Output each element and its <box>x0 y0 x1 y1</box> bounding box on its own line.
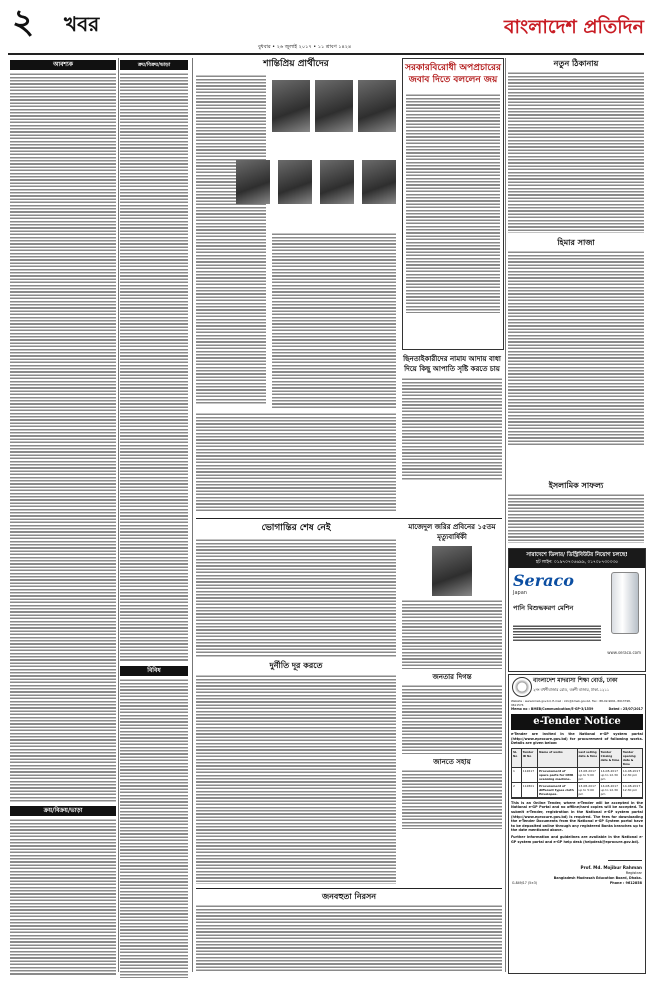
column-rule <box>505 58 506 972</box>
article-text-top-center <box>272 232 396 408</box>
govt-seal <box>512 677 532 697</box>
table-row <box>512 768 643 783</box>
header-rule <box>8 53 644 55</box>
article-center-mid <box>402 354 502 514</box>
masthead-logo-text: বাংলাদেশ প্রতিদিন <box>503 16 644 38</box>
column-rule <box>118 58 119 972</box>
article-headline-bottom-strip: জনবহুতা নিরসন <box>321 891 377 901</box>
portrait-photo <box>236 160 270 204</box>
article-text-top-left <box>196 74 266 404</box>
classified-section-header-misc: বিবিধ <box>120 666 188 676</box>
tender-title: e-Tender Notice <box>511 714 643 730</box>
ad-small-text <box>513 624 601 642</box>
tender-cell: Procurement of spare parts for OMR scanning machine. <box>538 768 577 782</box>
tender-cell: 14-08-2017 up to 12.30 pm <box>600 768 622 782</box>
tender-date: Dated : 25/07/2017 <box>608 707 643 711</box>
article-text-right-top <box>508 71 644 233</box>
page-number: ২ <box>12 2 35 42</box>
tender-col-sell: Last selling date & time <box>578 749 600 767</box>
portrait-group-2 <box>230 160 396 230</box>
classified-text-block <box>10 72 116 802</box>
tender-website: Website : www.bmeb.gov.bd, E-mail : info@bmeb.gov.bd, Fax : 88-02-9661, 8613798, 9611576 <box>511 699 631 707</box>
article-headline-top: শান্তিপ্রিয় প্রার্থীদের <box>263 59 329 69</box>
portrait-photo <box>320 160 354 204</box>
tender-cell: 2 <box>512 783 522 797</box>
article-text-bottom-strip <box>196 904 502 972</box>
article-headline-bottom-right: মাজেদুল জরির প্রবিনের ১৫তম মৃত্যুবার্ষিকী <box>408 522 496 541</box>
column-rule <box>192 58 193 972</box>
ad-banner <box>509 549 645 568</box>
masthead <box>454 6 644 48</box>
section-label: খবর <box>64 12 100 36</box>
tender-org-bn: বাংলাদেশ মাদরাসা শিক্ষা বোর্ড, ঢাকা <box>533 678 618 684</box>
article-text-small-a <box>402 684 502 754</box>
article-right-low <box>508 480 644 544</box>
table-row <box>512 783 643 798</box>
article-headline-center-mid: ছিনতাইকারীদের নামায আদায় বাধা দিয়ে কিছু আপাতি সৃষ্টি করতে চায় <box>403 354 501 373</box>
ad-hotline: হট লাইন: ০১৯৭০৭৩৫৬৯৯, ০১৭০৮৭৩০০৩৫ <box>535 560 619 565</box>
article-headline-small-a: জনতার দিগন্ত <box>432 672 472 681</box>
tender-signatory: Prof. Md. Mojibur Rahman <box>580 865 642 871</box>
ad-banner-text: সারাদেশে ডিলার/ ডিস্ট্রিবিউটর নিয়োগ চলছে! <box>526 552 628 558</box>
tender-cell: 13-08-2017 up to 5:00 pm <box>578 783 600 797</box>
classified-section-header: আবশ্যক <box>10 60 116 70</box>
article-text-bottom-mid <box>196 674 396 884</box>
tender-body: This is an Online Tender, where e-Tender will be accepted in the National e-GP Portal and no offline/hard copies will be accepted. To submit e-Tender, registration in the National e-GP system portal (http://www.eprocure.gov.bd) is required. The fees for downloading the e-Tender Documents from the National e-GP System portal have to be deposited online through any registered Banks branches up to the date mentioned above. <box>511 800 643 833</box>
tender-signatory-org: Bangladesh Madrasah Education Board, Dhaka. <box>553 876 642 881</box>
article-bottom-right <box>402 522 502 882</box>
tender-cell: 112617 <box>522 768 538 782</box>
portrait-photo <box>315 80 353 132</box>
portrait-photo <box>278 160 312 204</box>
article-text-bottom-left <box>196 538 396 658</box>
classified-section-header-2: ক্রয়/বিক্রয়/ভাড়া <box>10 806 116 816</box>
article-text-right-low <box>508 493 644 543</box>
portrait-photo <box>358 80 396 132</box>
article-box-center <box>402 58 504 350</box>
article-photo-portrait <box>432 546 472 596</box>
tender-col-open: Tender opening date & time <box>622 749 643 767</box>
tender-col-name: Name of works <box>538 749 577 767</box>
ad-product-text: পানি বিশুদ্ধকরণ মেশিন <box>513 604 574 612</box>
article-text-center-mid <box>402 377 502 481</box>
tender-table <box>511 748 643 799</box>
tender-table-header <box>512 749 643 768</box>
article-text-top-lower <box>196 412 396 512</box>
article-headline-bottom-mid: দুর্নীতি দূর করতে <box>269 660 323 670</box>
ad-website: www.seraco.com <box>607 650 641 655</box>
tender-designation: Registrar <box>625 871 642 876</box>
tender-col-id: Tender ID No <box>522 749 538 767</box>
portrait-group-1 <box>272 74 396 160</box>
section-divider <box>196 518 502 519</box>
article-text-small-b <box>402 769 502 829</box>
tender-memo: Memo no : BMEB/Communication/E-GP-3/1559 <box>511 707 594 711</box>
tender-phone: Phone : 9612858 <box>609 881 642 886</box>
classifieds-column-1 <box>10 60 116 972</box>
article-text-center-box <box>406 93 500 313</box>
seraco-logo-sub: Japan <box>513 590 527 596</box>
article-headline-center-box: সরকারবিরোধী অপপ্রচারের জবাব দিতে বললেন জয় <box>405 63 501 85</box>
tender-intro: e-Tender are invited in the National e-GP system portal (http://www.eprocure.gov.bd) for procurement of following works. Details are given below: <box>511 732 643 746</box>
tender-signature <box>608 853 642 861</box>
tender-cell: 1 <box>512 768 522 782</box>
classifieds-column-2 <box>120 60 188 972</box>
tender-org-addr: ২নং বখশীবাজার রোড, বকশী বাজার, ঢাকা-১২১১ <box>533 687 610 692</box>
tender-cell: 112801 <box>522 783 538 797</box>
classified-text-block-2 <box>10 818 116 976</box>
article-headline-right-low: ইসলামিক সাফল্য <box>548 480 604 490</box>
tender-gd-ref: G-849/17 (5×3) <box>512 881 538 886</box>
date-line: বুধবার • ২৬ জুলাই ২০১৭ • ১১ শ্রাবণ ১৪২৪ <box>258 44 352 50</box>
article-right-top <box>508 58 644 478</box>
seraco-logo <box>513 572 574 597</box>
article-headline-right-top: নতুন ঠিকানায় <box>553 58 599 68</box>
tender-cell: 14-08-2017 up to 12.30 pm <box>600 783 622 797</box>
tender-col-sl: SL No <box>512 749 522 767</box>
article-text-bottom-right <box>402 599 502 669</box>
tender-cell: 14-08-2017 12.30 pm <box>622 768 643 782</box>
classified-section-header-buy: ক্রয়/বিক্রয়/ভাড়া <box>120 60 188 70</box>
article-headline-bottom-left: ভোগান্তির শেষ নেই <box>261 523 331 533</box>
tender-further: Further information and guidelines are available in the National e-GP system portal and e-GP help desk (helpdesk@eprocure.gov.bd). <box>511 834 643 844</box>
portrait-photo <box>362 160 396 204</box>
classified-text-block-3 <box>120 72 188 662</box>
bottom-divider <box>196 888 502 889</box>
tender-notice <box>508 674 646 974</box>
article-headline-small-b: জানতে সহায় <box>433 757 471 766</box>
article-headline-right-mid: হিমার সাজা <box>557 237 595 247</box>
portrait-photo <box>272 80 310 132</box>
article-text-right-mid <box>508 250 644 446</box>
tender-cell: 14-08-2017 12.30 pm <box>622 783 643 797</box>
tender-col-close: Tender Closing date & time <box>600 749 622 767</box>
seraco-logo-text: Seraco <box>513 571 574 590</box>
water-purifier-image <box>611 572 639 634</box>
tender-cell: 13-08-2017 up to 5:00 pm <box>578 768 600 782</box>
seraco-ad <box>508 548 646 672</box>
tender-cell: Procurement of different types cloth Envelopes. <box>538 783 577 797</box>
classified-text-block-4 <box>120 678 188 978</box>
